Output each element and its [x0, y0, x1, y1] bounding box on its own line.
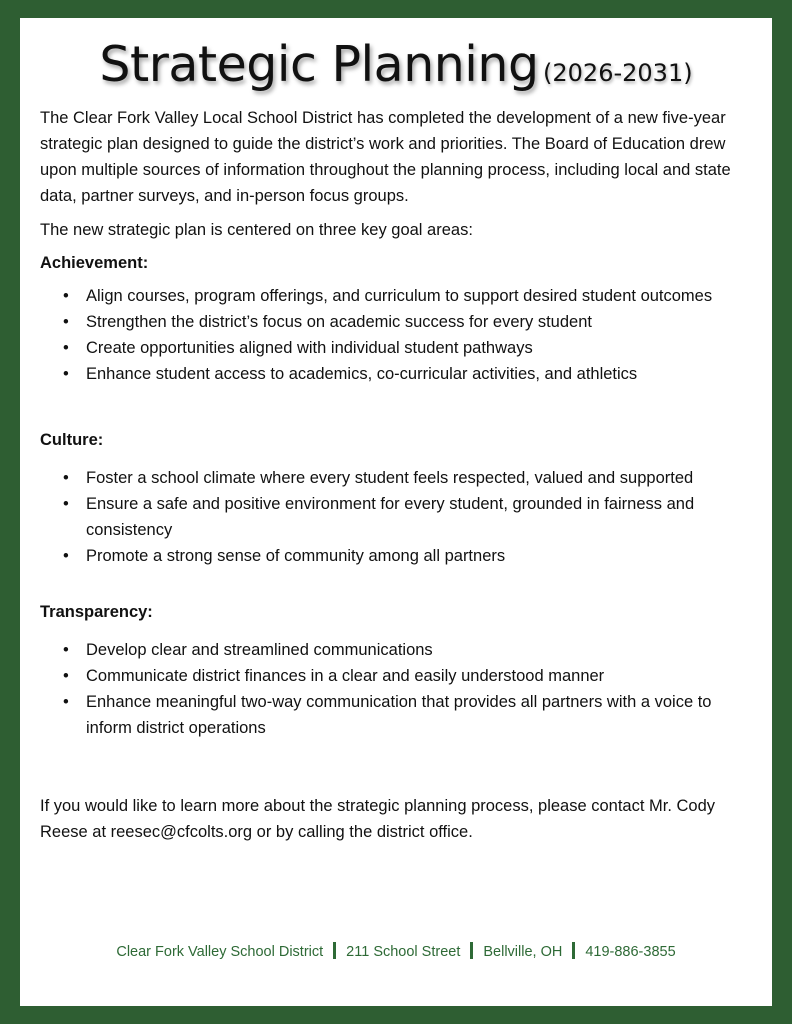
- transparency-list: [40, 637, 752, 741]
- list-item: [63, 491, 752, 543]
- title-main: Strategic Planning: [99, 36, 539, 93]
- list-item: [63, 543, 752, 569]
- footer-city: Bellville, OH: [483, 944, 563, 960]
- list-item: [63, 689, 752, 741]
- section-heading-transparency: Transparency:: [40, 603, 153, 621]
- bullet-icon: •: [63, 693, 69, 711]
- goals-intro: The new strategic plan is centered on three key goal areas:: [40, 221, 473, 239]
- page-title: [40, 36, 752, 93]
- document-body: [20, 18, 772, 1006]
- section-transparency: [40, 599, 752, 741]
- section-culture: [40, 427, 752, 569]
- bullet-icon: •: [63, 287, 69, 305]
- bullet-icon: •: [63, 547, 69, 565]
- contact-paragraph: If you would like to learn more about the strategic planning process, please contact Mr. Cody Reese at reesec@cfcolts.org or by calling the district office.: [40, 797, 716, 841]
- list-item-text: Communicate district finances in a clear and easily understood manner: [86, 667, 605, 685]
- bullet-icon: •: [63, 641, 69, 659]
- bullet-icon: •: [63, 469, 69, 487]
- list-item-text: Promote a strong sense of community among all partners: [86, 547, 506, 565]
- divider: [572, 942, 575, 959]
- list-item-text: Create opportunities aligned with individual student pathways: [86, 339, 533, 357]
- bullet-icon: •: [63, 667, 69, 685]
- intro-paragraph: The Clear Fork Valley Local School District has completed the development of a new five-year strategic plan designed to guide the district’s work and priorities. The Board of Education drew upon multiple sources of information throughout the planning process, including local and state data, partner surveys, and in-person focus groups.: [40, 109, 731, 205]
- list-item-text: Align courses, program offerings, and curriculum to support desired student outcomes: [86, 287, 713, 305]
- list-item: [63, 335, 752, 361]
- section-achievement: [40, 250, 752, 387]
- list-item-text: Enhance student access to academics, co-curricular activities, and athletics: [86, 365, 638, 383]
- list-item: [63, 465, 752, 491]
- list-item-text: Foster a school climate where every student feels respected, valued and supported: [86, 469, 694, 487]
- footer-address: 211 School Street: [346, 944, 461, 960]
- footer-phone: 419-886-3855: [585, 944, 676, 960]
- section-heading-achievement: Achievement:: [40, 254, 149, 272]
- list-item: [63, 637, 752, 663]
- bullet-icon: •: [63, 495, 69, 513]
- section-heading-culture: Culture:: [40, 431, 104, 449]
- footer-district: Clear Fork Valley School District: [116, 944, 324, 960]
- culture-list: [40, 465, 752, 569]
- achievement-list: [40, 283, 752, 387]
- bullet-icon: •: [63, 339, 69, 357]
- divider: [470, 942, 473, 959]
- list-item-text: Enhance meaningful two-way communication that provides all partners with a voice to inform district operations: [86, 693, 712, 737]
- list-item-text: Strengthen the district’s focus on academic success for every student: [86, 313, 592, 331]
- list-item: [63, 283, 752, 309]
- list-item-text: Develop clear and streamlined communications: [86, 641, 433, 659]
- bullet-icon: •: [63, 313, 69, 331]
- bullet-icon: •: [63, 365, 69, 383]
- title-years: (2026-2031): [543, 59, 693, 87]
- list-item: [63, 309, 752, 335]
- list-item-text: Ensure a safe and positive environment for every student, grounded in fairness and consistency: [86, 495, 695, 539]
- list-item: [63, 361, 752, 387]
- list-item: [63, 663, 752, 689]
- divider: [333, 942, 336, 959]
- footer: [20, 942, 772, 960]
